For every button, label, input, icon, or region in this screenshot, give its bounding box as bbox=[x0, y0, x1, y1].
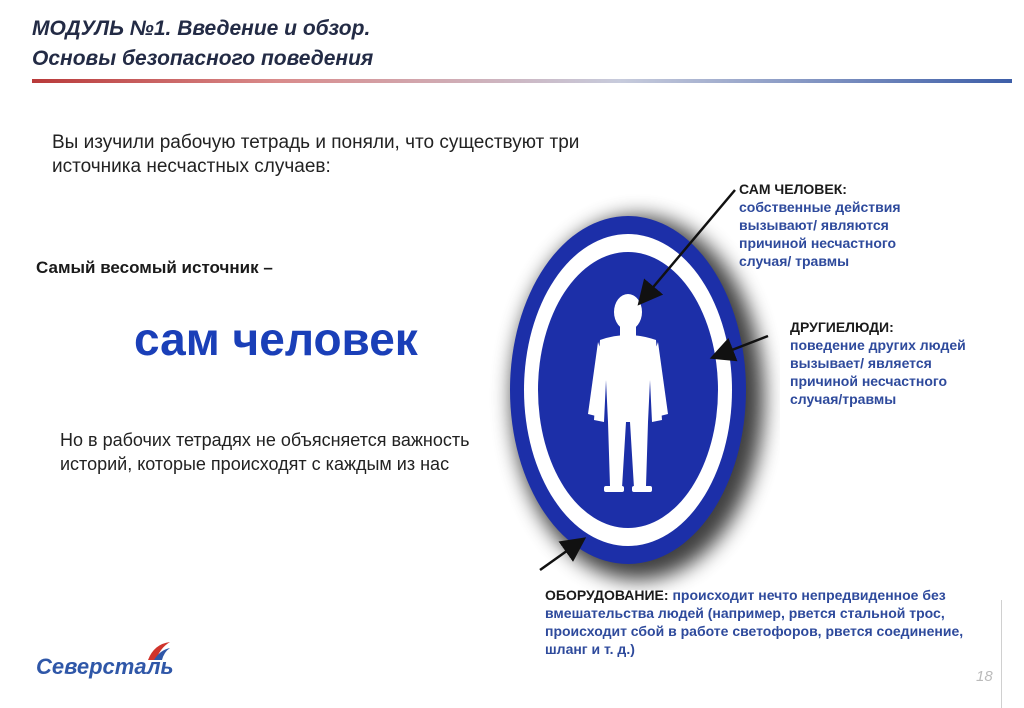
footer-divider bbox=[1001, 600, 1002, 708]
callout-equipment-body: происходит нечто непредвиденное без вмешательства людей (например, рвется стальной трос, происходит сбой в работе светофоров, рвется соединение, шланг и т. д.) bbox=[545, 587, 964, 657]
callout-self-body: собственные действия вызывают/ являются причиной несчастного случая/ травмы bbox=[739, 199, 901, 269]
logo-text: Северсталь bbox=[36, 654, 174, 679]
intro-text: Вы изучили рабочую тетрадь и поняли, что существуют три источника несчастных случаев: bbox=[52, 132, 580, 177]
arrow-others bbox=[719, 336, 768, 355]
note-text: Но в рабочих тетрадях не объясняется важность историй, которые происходят с каждым из нас bbox=[60, 430, 470, 474]
page-number: 18 bbox=[976, 668, 993, 685]
callout-equipment bbox=[545, 586, 965, 658]
callout-others-body: поведение других людей вызывает/ является причиной несчастного случая/травмы bbox=[790, 337, 966, 407]
callout-others bbox=[790, 318, 990, 408]
callout-self bbox=[739, 180, 949, 270]
weighty-source-text: Самый весомый источник – bbox=[36, 258, 273, 277]
arrow-equipment bbox=[540, 543, 578, 570]
company-logo bbox=[36, 640, 196, 680]
title-line-1: МОДУЛЬ №1. Введение и обзор. bbox=[32, 17, 371, 40]
callout-equipment-head: ОБОРУДОВАНИЕ: bbox=[545, 587, 669, 603]
big-highlight-text: сам человек bbox=[134, 313, 418, 365]
arrow-self bbox=[644, 190, 735, 298]
callout-others-head: ДРУГИЕЛЮДИ: bbox=[790, 319, 894, 335]
callout-self-head: САМ ЧЕЛОВЕК: bbox=[739, 181, 847, 197]
title-line-2: Основы безопасного поведения bbox=[32, 47, 374, 70]
